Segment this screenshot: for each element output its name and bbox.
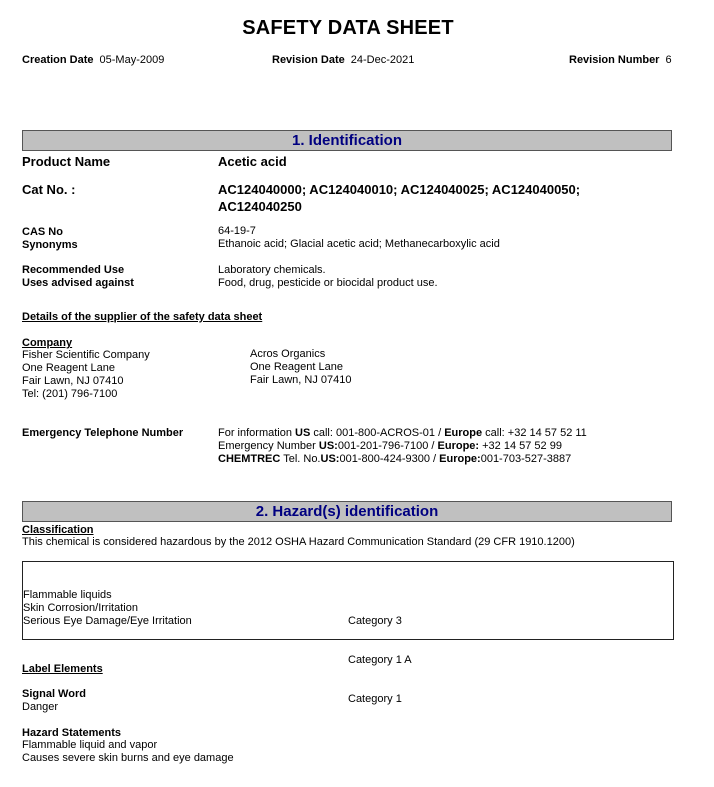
- cat-no-label: Cat No. :: [22, 182, 76, 197]
- supplier-heading: Details of the supplier of the safety data sheet: [22, 311, 263, 323]
- synonyms-value: Ethanoic acid; Glacial acetic acid; Methanecarboxylic acid: [218, 238, 500, 250]
- document-title: SAFETY DATA SHEET: [242, 17, 454, 39]
- emergency-line-chemtrec: CHEMTREC Tel. No.US:001-800-424-9300 / Europe:001-703-527-3887: [218, 453, 572, 465]
- revision-date-value: 24-Dec-2021: [350, 54, 415, 66]
- recommended-use-value: Laboratory chemicals.: [218, 264, 326, 276]
- uses-advised-against-label: Uses advised against: [22, 277, 134, 289]
- hazard-names: [23, 589, 192, 628]
- emergency-phone-info: [218, 427, 587, 466]
- section-2-heading: 2. Hazard(s) identification: [22, 501, 672, 522]
- classification-label: Classification: [22, 524, 94, 536]
- fisher-address: [22, 349, 150, 401]
- revision-date: [272, 54, 414, 66]
- product-name-value: Acetic acid: [218, 154, 287, 169]
- synonyms-label: Synonyms: [22, 239, 78, 251]
- cat-no-line: AC124040000; AC124040010; AC124040025; AC124040050;: [218, 182, 581, 197]
- hazard-name: Flammable liquids: [23, 589, 112, 601]
- cat-no-value: [218, 181, 580, 215]
- hazard-categories: [348, 589, 412, 719]
- address-line: Acros Organics: [250, 348, 326, 360]
- emergency-line-info: For information US call: 001-800-ACROS-01 / Europe call: +32 14 57 52 11: [218, 427, 587, 439]
- cat-no-line: AC124040250: [218, 199, 302, 214]
- revision-date-label: Revision Date: [272, 54, 345, 66]
- hazard-statements-label: Hazard Statements: [22, 727, 122, 739]
- revision-number-label: Revision Number: [569, 54, 660, 66]
- address-line: Fisher Scientific Company: [22, 349, 150, 361]
- hazard-category: Category 3: [348, 615, 402, 627]
- creation-date-value: 05-May-2009: [99, 54, 165, 66]
- cas-value: 64-19-7: [218, 225, 256, 237]
- acros-address: [250, 348, 352, 387]
- product-name-label: Product Name: [22, 154, 111, 169]
- address-line: Tel: (201) 796-7100: [22, 388, 118, 400]
- creation-date: [22, 54, 164, 66]
- hazard-statements: [22, 739, 234, 765]
- revision-number: [569, 54, 672, 66]
- emergency-line-number: Emergency Number US:001-201-796-7100 / Europe: +32 14 57 52 99: [218, 440, 562, 452]
- hazard-category: Category 1: [348, 693, 402, 705]
- section-1-heading: 1. Identification: [22, 130, 672, 151]
- signal-word-label: Signal Word: [22, 688, 86, 700]
- address-line: One Reagent Lane: [250, 361, 343, 373]
- address-line: Fair Lawn, NJ 07410: [22, 375, 124, 387]
- hazard-category: Category 1 A: [348, 654, 412, 666]
- hazard-statement: Causes severe skin burns and eye damage: [22, 752, 234, 764]
- uses-advised-against-value: Food, drug, pesticide or biocidal product use.: [218, 277, 438, 289]
- hazard-name: Skin Corrosion/Irritation: [23, 602, 138, 614]
- signal-word-value: Danger: [22, 701, 59, 713]
- label-elements-label: Label Elements: [22, 663, 103, 675]
- cas-label: CAS No: [22, 226, 63, 238]
- address-line: One Reagent Lane: [22, 362, 115, 374]
- company-label: Company: [22, 337, 73, 349]
- classification-text: This chemical is considered hazardous by the 2012 OSHA Hazard Communication Standard (29 CFR 1910.1200): [22, 536, 575, 548]
- address-line: Fair Lawn, NJ 07410: [250, 374, 352, 386]
- hazard-name: Serious Eye Damage/Eye Irritation: [23, 615, 192, 627]
- emergency-phone-label: Emergency Telephone Number: [22, 427, 184, 439]
- hazard-statement: Flammable liquid and vapor: [22, 739, 158, 751]
- recommended-use-label: Recommended Use: [22, 264, 125, 276]
- creation-date-label: Creation Date: [22, 54, 94, 66]
- revision-number-value: 6: [665, 54, 672, 66]
